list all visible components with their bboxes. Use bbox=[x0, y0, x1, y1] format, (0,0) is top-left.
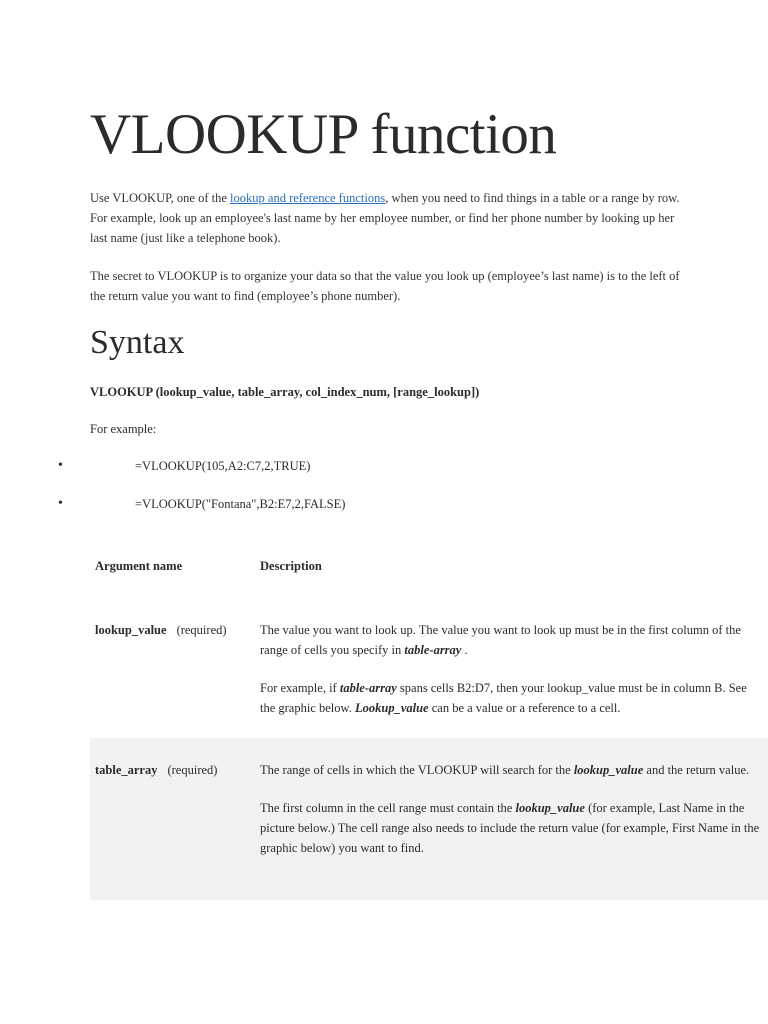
emphasis-term: lookup_value bbox=[573, 763, 644, 777]
lookup-reference-functions-link[interactable]: lookup and reference functions bbox=[230, 191, 386, 205]
description-text: (for example, Last Name in the picture below.) The cell range also needs to include the return value (for example, First Name in the graphic below) you want to find. bbox=[260, 801, 760, 855]
description-text: The value you want to look up. The value you want to look up must be in the first column of the range of cells you specify in bbox=[260, 623, 741, 657]
required-label: (required) bbox=[176, 623, 227, 637]
page-title: VLOOKUP function bbox=[90, 103, 557, 166]
description-paragraph bbox=[260, 678, 760, 718]
argument-name: lookup_value bbox=[95, 623, 167, 637]
description-text: spans cells B2:D7, then your lookup_value must be in column B. See the graphic below. bbox=[260, 681, 747, 715]
description-text: The first column in the cell range must contain the bbox=[260, 801, 516, 815]
arguments-table bbox=[90, 540, 768, 900]
argument-name-cell bbox=[95, 760, 217, 780]
arguments-table-header bbox=[90, 540, 768, 598]
description-text: The range of cells in which the VLOOKUP will search for the bbox=[260, 763, 574, 777]
description-paragraph bbox=[260, 760, 760, 780]
header-argument-name: Argument name bbox=[95, 559, 183, 573]
syntax-signature: VLOOKUP (lookup_value, table_array, col_index_num, [range_lookup]) bbox=[90, 385, 480, 399]
table-row bbox=[90, 598, 768, 738]
argument-description bbox=[260, 620, 760, 736]
example-formula-2: =VLOOKUP("Fontana",B2:E7,2,FALSE) bbox=[135, 497, 346, 511]
bullet-icon: • bbox=[58, 458, 63, 473]
description-text: For example, if bbox=[260, 681, 340, 695]
intro-text-after-link: , when you need to find things in a table or a range by row. For example, look up an employee's last name by her employee number, or find her phone number by looking up her last name (just like a telephone book). bbox=[90, 191, 680, 245]
intro-paragraph-2: The secret to VLOOKUP is to organize your data so that the value you look up (employee’s last name) is to the left of the return value you want to find (employee’s phone number). bbox=[90, 269, 680, 303]
example-formula-1: =VLOOKUP(105,A2:C7,2,TRUE) bbox=[135, 459, 311, 473]
emphasis-term: table-array bbox=[339, 681, 397, 695]
for-example-label: For example: bbox=[90, 422, 157, 436]
emphasis-term: Lookup_value bbox=[355, 701, 429, 715]
syntax-heading: Syntax bbox=[90, 324, 185, 361]
intro-paragraph-1 bbox=[90, 188, 680, 248]
argument-name-cell bbox=[95, 620, 227, 640]
bullet-icon: • bbox=[58, 496, 63, 511]
description-text: can be a value or a reference to a cell. bbox=[428, 701, 621, 715]
emphasis-term: lookup_value bbox=[515, 801, 585, 815]
required-label: (required) bbox=[167, 763, 218, 777]
description-paragraph bbox=[260, 620, 760, 660]
description-paragraph bbox=[260, 798, 760, 858]
argument-name: table_array bbox=[95, 763, 158, 777]
argument-description bbox=[260, 760, 760, 876]
header-description: Description bbox=[260, 559, 322, 573]
intro-text-before-link: Use VLOOKUP, one of the bbox=[90, 191, 231, 205]
description-text: and the return value. bbox=[643, 763, 750, 777]
description-text: . bbox=[461, 643, 468, 657]
emphasis-term: table-array bbox=[404, 643, 462, 657]
table-row bbox=[90, 738, 768, 900]
